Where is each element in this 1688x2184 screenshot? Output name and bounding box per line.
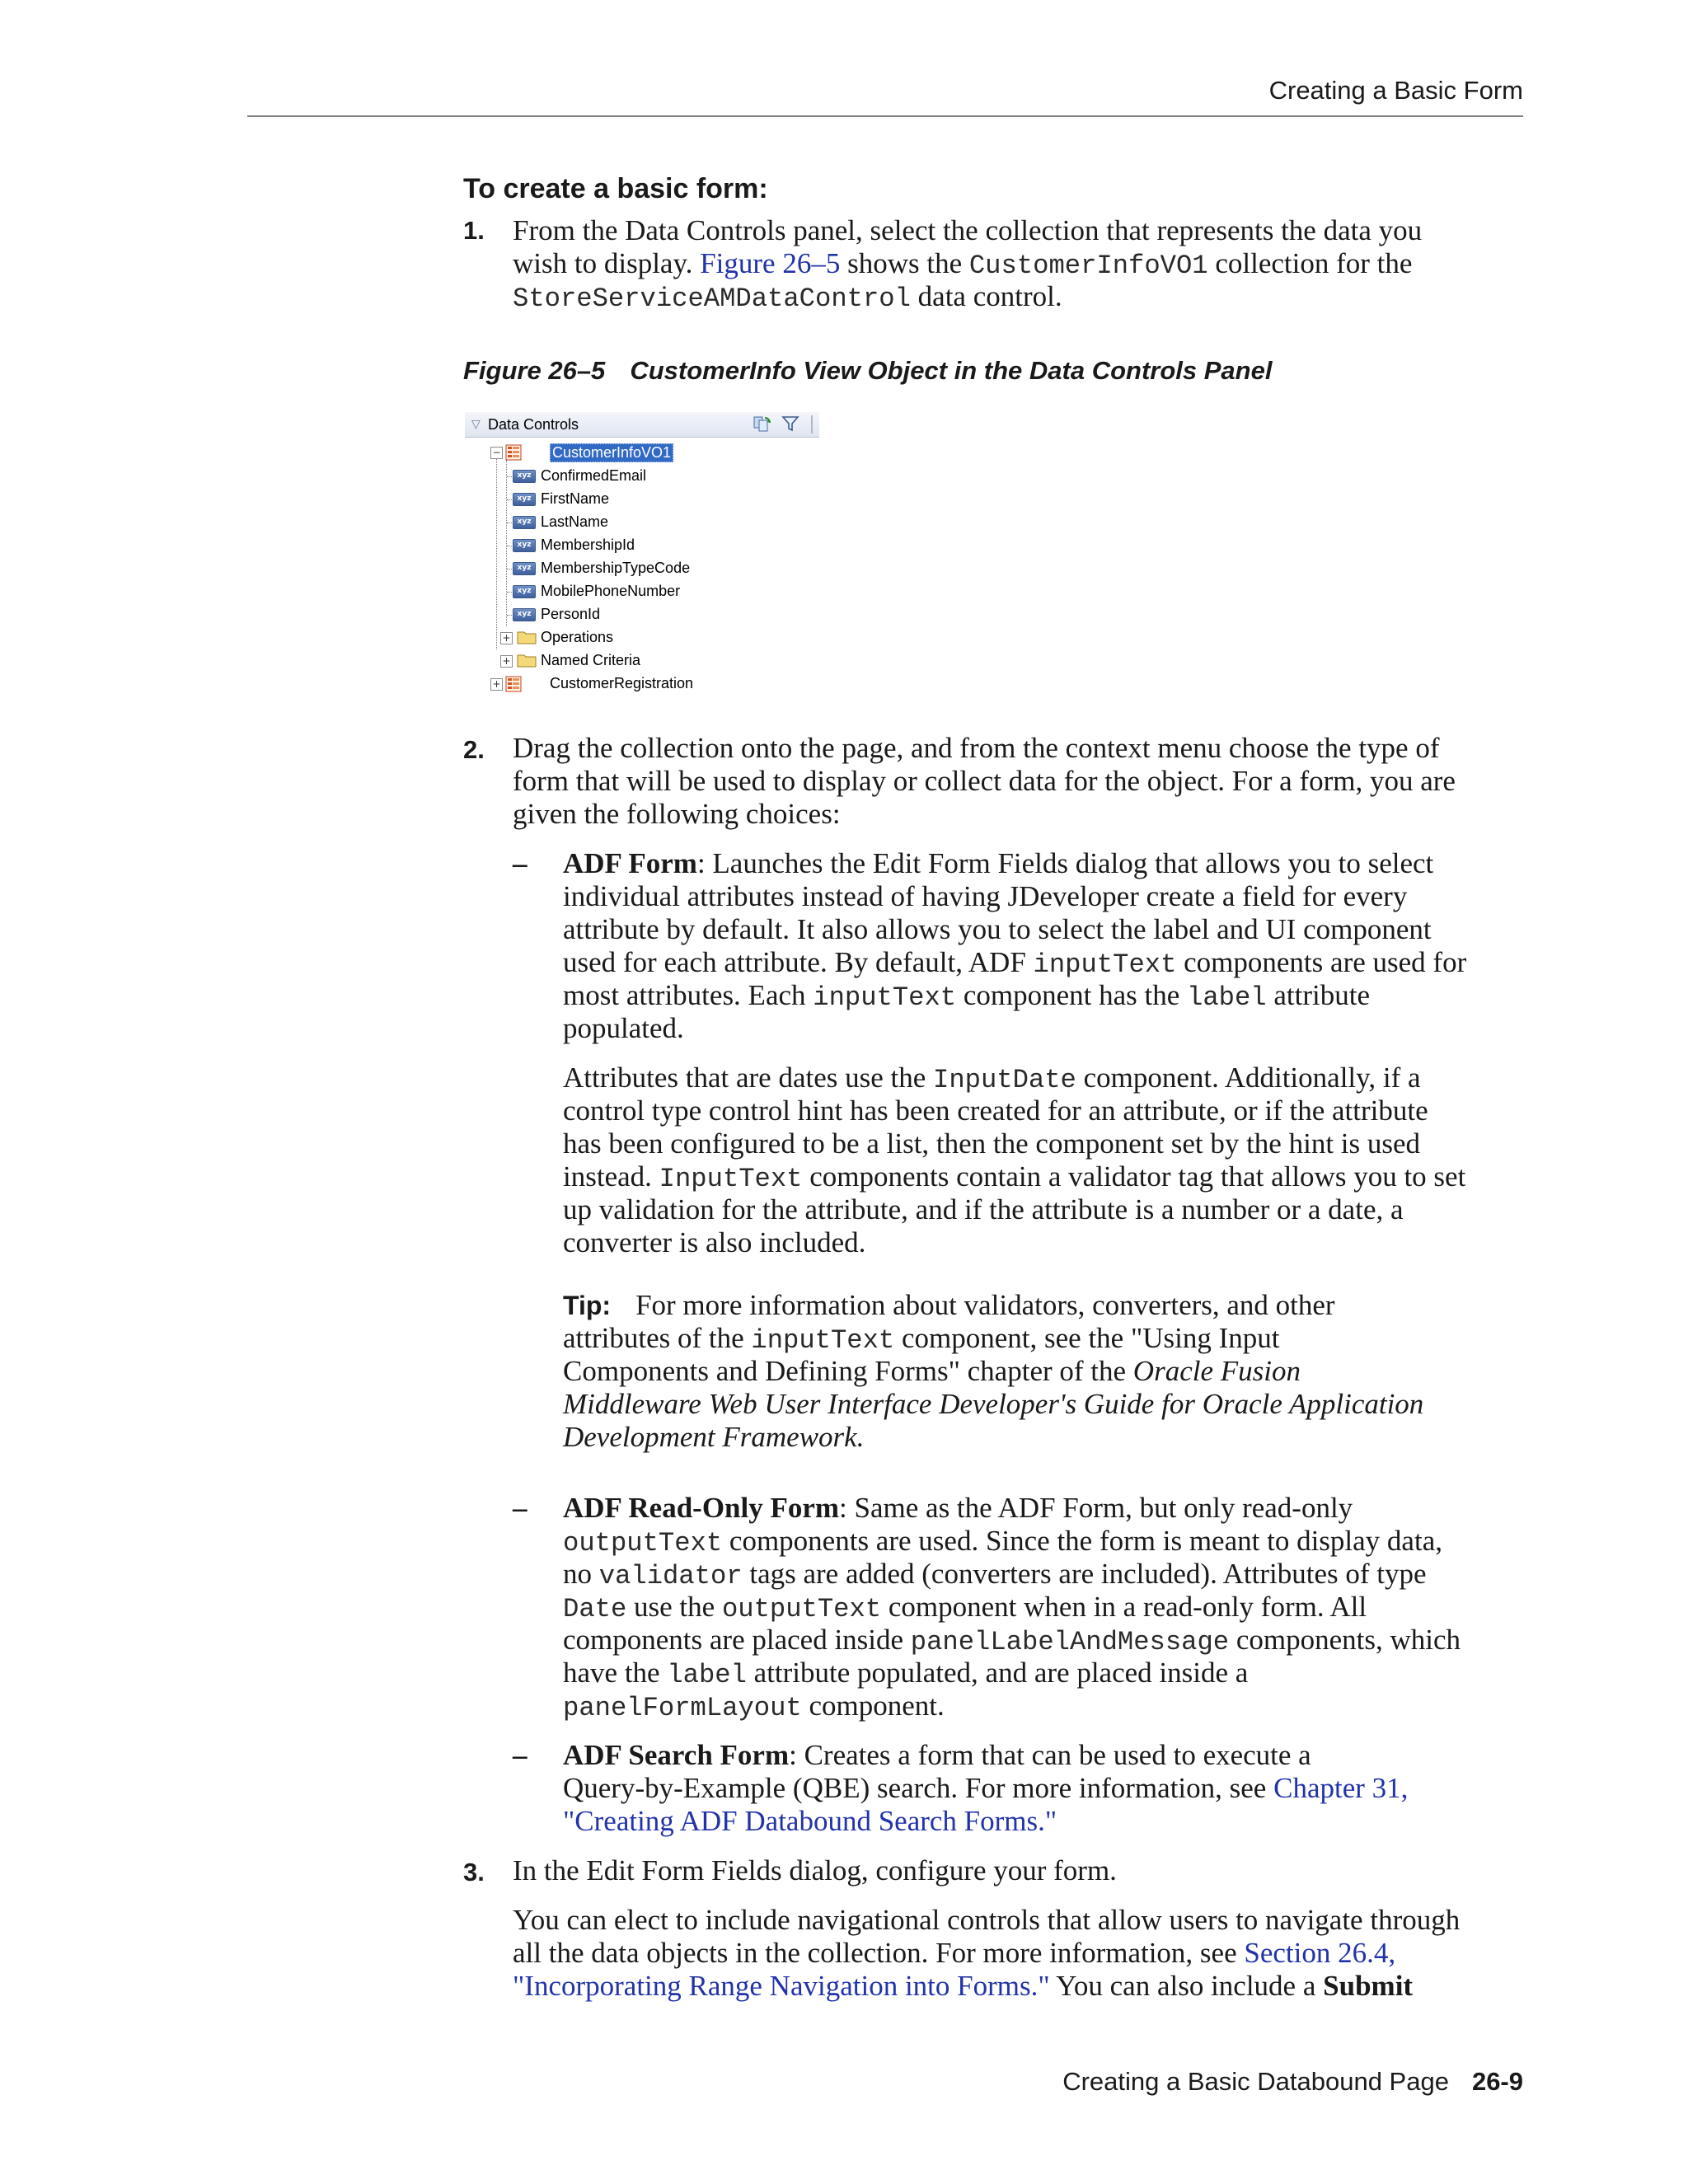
text: : Creates a form that can be used to execute a bbox=[789, 1739, 1311, 1771]
step-2-line-2: form that will be used to display or collect data for the object. For a form, you are bbox=[513, 765, 1456, 797]
tree-row-attribute[interactable] bbox=[465, 581, 819, 602]
tree-row-customerinfovo1[interactable] bbox=[465, 442, 819, 463]
tree-row-attribute[interactable] bbox=[465, 558, 819, 579]
text: You can also include a bbox=[1049, 1970, 1324, 2002]
figure-title: CustomerInfo View Object in the Data Controls Panel bbox=[630, 356, 1273, 385]
footer-title: Creating a Basic Databound Page bbox=[1062, 2067, 1449, 2096]
text: xyz bbox=[517, 471, 532, 480]
text: have the bbox=[563, 1657, 668, 1689]
tree-label: Operations bbox=[541, 629, 614, 645]
tip-line-4: Middleware Web User Interface Developer's Guide for Oracle Application bbox=[563, 1388, 1424, 1420]
expand-icon[interactable]: + bbox=[490, 678, 503, 691]
step-1-line-2 bbox=[513, 247, 1412, 283]
code: CustomerInfoVO1 bbox=[968, 251, 1208, 281]
text: xyz bbox=[517, 564, 532, 572]
tree-label: CustomerRegistration bbox=[550, 675, 694, 691]
step-3-number: 3. bbox=[463, 1858, 485, 1886]
header-separator bbox=[811, 415, 813, 434]
figure-label: Figure 26–5 bbox=[463, 356, 606, 385]
code: inputText bbox=[751, 1325, 895, 1356]
text: wish to display. bbox=[513, 247, 701, 279]
code: label bbox=[1187, 982, 1267, 1013]
adf-readonly-line-4 bbox=[563, 1591, 1367, 1626]
text: component. bbox=[801, 1690, 945, 1722]
folder-icon bbox=[517, 630, 537, 644]
triangle-down-icon[interactable]: ▽ bbox=[471, 417, 481, 430]
attribute-icon bbox=[513, 608, 536, 621]
adf-readonly-line-1 bbox=[563, 1492, 1353, 1525]
procedure-title: To create a basic form: bbox=[463, 173, 768, 204]
text: component, see the "Using Input bbox=[894, 1322, 1280, 1354]
attribute-icon bbox=[513, 562, 536, 575]
tip-line-1 bbox=[563, 1289, 1335, 1322]
header-rule bbox=[247, 115, 1523, 117]
bullet-dash: – bbox=[513, 1739, 528, 1771]
text: collection for the bbox=[1207, 247, 1413, 279]
adf-form-p2-line-3: has been configured to be a list, then the component set by the hint is used bbox=[563, 1127, 1421, 1160]
term: ADF Form bbox=[563, 847, 697, 879]
text: tags are added (converters are included). Attributes of type bbox=[742, 1558, 1427, 1590]
tree-row-named-criteria[interactable] bbox=[465, 650, 819, 672]
text: shows the bbox=[840, 247, 969, 279]
running-header: Creating a Basic Form bbox=[1268, 76, 1523, 105]
step-2-number: 2. bbox=[463, 735, 485, 764]
adf-readonly-line-6 bbox=[563, 1657, 1248, 1692]
attribute-icon bbox=[513, 539, 536, 552]
text: xyz bbox=[517, 518, 532, 526]
adf-readonly-line-3 bbox=[563, 1558, 1427, 1593]
text: attributes of the bbox=[563, 1322, 752, 1354]
term: ADF Search Form bbox=[563, 1739, 790, 1771]
adf-form-p2-line-4 bbox=[563, 1160, 1465, 1196]
tree-label: ConfirmedEmail bbox=[541, 467, 647, 484]
step-3-line-1: In the Edit Form Fields dialog, configure your form. bbox=[513, 1854, 1117, 1886]
step-3-p-line-1: You can elect to include navigational controls that allow users to navigate through bbox=[513, 1904, 1461, 1936]
text: components are placed inside bbox=[563, 1624, 911, 1656]
text: components are used for bbox=[1176, 946, 1467, 978]
tree-row-attribute[interactable] bbox=[465, 466, 819, 487]
tree-label: MobilePhoneNumber bbox=[541, 583, 681, 599]
tree-label: Named Criteria bbox=[541, 652, 641, 668]
text: attribute bbox=[1266, 979, 1371, 1011]
tree-label: FirstName bbox=[541, 490, 610, 507]
text: Attributes that are dates use the bbox=[563, 1062, 934, 1094]
data-controls-header bbox=[465, 412, 819, 438]
text: components contain a validator tag that allows you to set bbox=[802, 1160, 1466, 1193]
code: StoreServiceAMDataControl bbox=[513, 284, 911, 314]
text: : Same as the ADF Form, but only read-only bbox=[839, 1492, 1353, 1524]
tree-label: MembershipTypeCode bbox=[541, 560, 691, 576]
adf-form-line-5 bbox=[563, 979, 1370, 1015]
tip-line-5: Development Framework. bbox=[563, 1421, 865, 1453]
page-footer bbox=[1062, 2067, 1523, 2097]
collapse-icon[interactable]: − bbox=[490, 447, 503, 459]
attribute-icon bbox=[513, 493, 536, 506]
code: inputText bbox=[1033, 949, 1177, 980]
code: panelLabelAndMessage bbox=[910, 1627, 1230, 1657]
page-number: 26-9 bbox=[1471, 2067, 1523, 2096]
code: Date bbox=[563, 1594, 627, 1624]
step-3-p-line-2 bbox=[513, 1937, 1395, 1970]
text: For more information about validators, converters, and other bbox=[635, 1289, 1335, 1321]
step-3-p-line-3 bbox=[513, 1970, 1413, 2003]
expand-icon[interactable]: + bbox=[500, 632, 513, 644]
filter-icon[interactable] bbox=[781, 415, 799, 433]
attribute-icon bbox=[513, 516, 536, 529]
text: components are used. Since the form is meant to display data, bbox=[722, 1525, 1442, 1557]
expand-icon[interactable]: + bbox=[500, 655, 513, 668]
text: most attributes. Each bbox=[563, 979, 814, 1011]
code: outputText bbox=[721, 1594, 882, 1624]
adf-form-p2-line-6: converter is also included. bbox=[563, 1226, 866, 1258]
figure-caption bbox=[463, 356, 1272, 386]
step-2-line-1: Drag the collection onto the page, and from the context menu choose the type of bbox=[513, 732, 1440, 764]
attribute-icon bbox=[513, 585, 536, 598]
tip-label: Tip: bbox=[563, 1291, 612, 1320]
submit-term: Submit bbox=[1323, 1970, 1414, 2002]
step-1-number: 1. bbox=[463, 216, 485, 245]
term: ADF Read-Only Form bbox=[563, 1492, 840, 1524]
text: component. Additionally, if a bbox=[1076, 1062, 1421, 1094]
text: xyz bbox=[517, 494, 532, 503]
book-title: Oracle Fusion bbox=[1132, 1355, 1301, 1387]
tip-line-3 bbox=[563, 1355, 1301, 1388]
bullet-dash: – bbox=[513, 847, 528, 879]
text: component has the bbox=[956, 979, 1188, 1011]
adf-readonly-line-2 bbox=[563, 1525, 1442, 1560]
adf-form-p2-line-5: up validation for the attribute, and if the attribute is a number or a date, a bbox=[563, 1193, 1404, 1226]
section-link[interactable]: Section 26.4, bbox=[1244, 1937, 1396, 1969]
step-1-line-3 bbox=[513, 280, 1062, 316]
text: instead. bbox=[563, 1160, 659, 1193]
text: xyz bbox=[517, 541, 532, 549]
code: label bbox=[667, 1660, 747, 1690]
tree-label: MembershipId bbox=[541, 537, 635, 553]
step-2-line-3: given the following choices: bbox=[513, 798, 841, 830]
text: component when in a read-only form. All bbox=[881, 1591, 1367, 1623]
tree-row-attribute[interactable] bbox=[465, 604, 819, 626]
collection-icon bbox=[504, 443, 523, 462]
adf-form-line-6: populated. bbox=[563, 1012, 684, 1044]
code: panelFormLayout bbox=[563, 1693, 802, 1723]
chapter-link-continued[interactable]: "Creating ADF Databound Search Forms." bbox=[563, 1805, 1057, 1837]
adf-readonly-line-7 bbox=[563, 1690, 945, 1725]
adf-form-line-4 bbox=[563, 946, 1466, 982]
tree-row-customerregistration[interactable] bbox=[465, 673, 819, 695]
section-link-continued[interactable]: "Incorporating Range Navigation into Forms." bbox=[513, 1970, 1050, 2002]
adf-search-line-1 bbox=[563, 1739, 1311, 1772]
adf-search-line-2 bbox=[563, 1772, 1408, 1805]
adf-form-line-2: individual attributes instead of having JDeveloper create a field for every bbox=[563, 880, 1408, 912]
tree-label: LastName bbox=[541, 513, 609, 530]
code: inputText bbox=[813, 982, 957, 1013]
text: attribute populated, and are placed inside a bbox=[746, 1657, 1249, 1689]
adf-form-p2-line-1 bbox=[563, 1062, 1421, 1097]
adf-form-line-3: attribute by default. It also allows you to select the label and UI component bbox=[563, 913, 1432, 945]
chapter-link[interactable]: Chapter 31, bbox=[1273, 1772, 1409, 1804]
text: Components and Defining Forms" chapter of the bbox=[563, 1355, 1133, 1387]
text: components, which bbox=[1229, 1624, 1461, 1656]
code: validator bbox=[598, 1561, 743, 1591]
code: outputText bbox=[563, 1528, 723, 1558]
text: xyz bbox=[517, 610, 532, 618]
tree-label: PersonId bbox=[541, 606, 601, 622]
figure-link[interactable]: Figure 26–5 bbox=[700, 247, 841, 279]
step-1-line-1: From the Data Controls panel, select the collection that represents the data you bbox=[513, 214, 1423, 246]
attribute-icon bbox=[513, 470, 536, 483]
tip-line-2 bbox=[563, 1322, 1280, 1357]
adf-readonly-line-5 bbox=[563, 1624, 1461, 1659]
text: all the data objects in the collection. For more information, see bbox=[513, 1937, 1245, 1969]
bullet-dash: – bbox=[513, 1492, 528, 1524]
tree-row-attribute[interactable] bbox=[465, 535, 819, 556]
adf-form-line-1 bbox=[563, 847, 1433, 880]
data-controls-panel bbox=[465, 412, 819, 701]
collection-icon bbox=[504, 675, 523, 693]
tree-row-attribute[interactable] bbox=[465, 512, 819, 533]
text: used for each attribute. By default, ADF bbox=[563, 946, 1034, 978]
text: use the bbox=[626, 1591, 722, 1623]
refresh-icon[interactable] bbox=[753, 415, 771, 433]
adf-form-p2-line-2: control type control hint has been created for an attribute, or if the attribute bbox=[563, 1094, 1428, 1127]
code: InputDate bbox=[933, 1065, 1076, 1095]
tree-label: CustomerInfoVO1 bbox=[550, 443, 673, 462]
text: xyz bbox=[517, 587, 532, 595]
tree-row-attribute[interactable] bbox=[465, 489, 819, 510]
tree-row-operations[interactable] bbox=[465, 627, 819, 649]
data-controls-title: Data Controls bbox=[488, 416, 579, 433]
text: data control. bbox=[910, 280, 1062, 312]
text: : Launches the Edit Form Fields dialog that allows you to select bbox=[696, 847, 1434, 879]
text: Query-by-Example (QBE) search. For more information, see bbox=[563, 1772, 1274, 1804]
text: no bbox=[563, 1558, 599, 1590]
folder-icon bbox=[517, 653, 537, 668]
code: InputText bbox=[659, 1164, 803, 1194]
